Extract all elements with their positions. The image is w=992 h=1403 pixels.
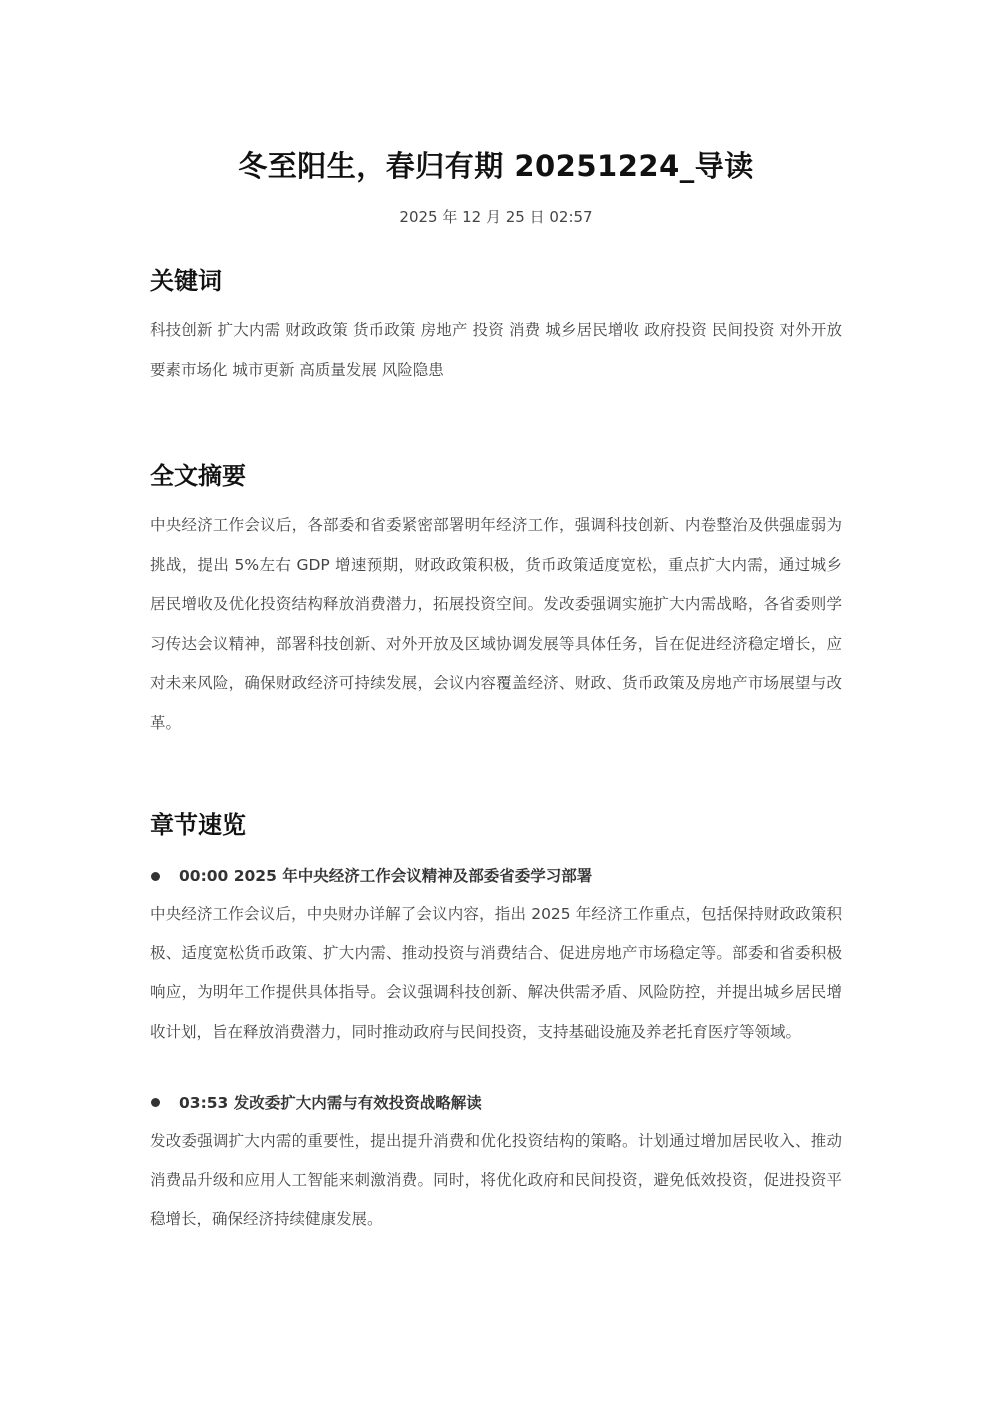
chapter-item (150, 862, 842, 1052)
keywords-heading: 关键词 (150, 267, 222, 295)
chapter-body: 中央经济工作会议后，中央财办详解了会议内容，指出 2025 年经济工作重点，包括保持财政政策积极、适度宽松货币政策、扩大内需、推动投资与消费结合、促进房地产市场稳定等。部委和省委积极响应，为明年工作提供具体指导。会议强调科技创新、解决供需矛盾、风险防控，并提出城乡居民增收计划，旨在释放消费潜力，同时推动政府与民间投资，支持基础设施及养老托育医疗等领域。 (150, 905, 842, 1041)
chapters-heading: 章节速览 (150, 811, 246, 839)
chapter-title: 00:00 2025 年中央经济工作会议精神及部委省委学习部署 (179, 867, 593, 885)
chapter-title-row (150, 862, 842, 890)
document-date: 2025 年 12 月 25 日 02:57 (399, 208, 593, 226)
bullet-icon (151, 872, 160, 881)
chapter-item (150, 1089, 842, 1240)
summary-section (150, 459, 842, 743)
chapters-section (150, 808, 842, 1239)
summary-heading: 全文摘要 (150, 462, 246, 490)
keywords-section (150, 264, 842, 390)
chapter-title-row (150, 1089, 842, 1117)
bullet-icon (151, 1098, 160, 1107)
chapter-body: 发改委强调扩大内需的重要性，提出提升消费和优化投资结构的策略。计划通过增加居民收入、推动消费品升级和应用人工智能来刺激消费。同时，将优化政府和民间投资，避免低效投资，促进投资平稳增长，确保经济持续健康发展。 (150, 1131, 842, 1229)
chapter-title: 03:53 发改委扩大内需与有效投资战略解读 (179, 1093, 482, 1112)
summary-text: 中央经济工作会议后，各部委和省委紧密部署明年经济工作，强调科技创新、内卷整治及供强虚弱为挑战，提出 5%左右 GDP 增速预期，财政政策积极，货币政策适度宽松，重点扩大内需，通过城乡居民增收及优化投资结构释放消费潜力，拓展投资空间。发改委强调实施扩大内需战略，各省委则学习传达会议精神，部署科技创新、对外开放及区域协调发展等具体任务，旨在促进经济稳定增长，应对未来风险，确保财政经济可持续发展，会议内容覆盖经济、财政、货币政策及房地产市场展望与改革。 (150, 516, 842, 732)
keywords-text: 科技创新 扩大内需 财政政策 货币政策 房地产 投资 消费 城乡居民增收 政府投资 民间投资 对外开放 要素市场化 城市更新 高质量发展 风险隐患 (150, 321, 842, 379)
document-title: 冬至阳生，春归有期 20251224_导读 (238, 149, 754, 183)
